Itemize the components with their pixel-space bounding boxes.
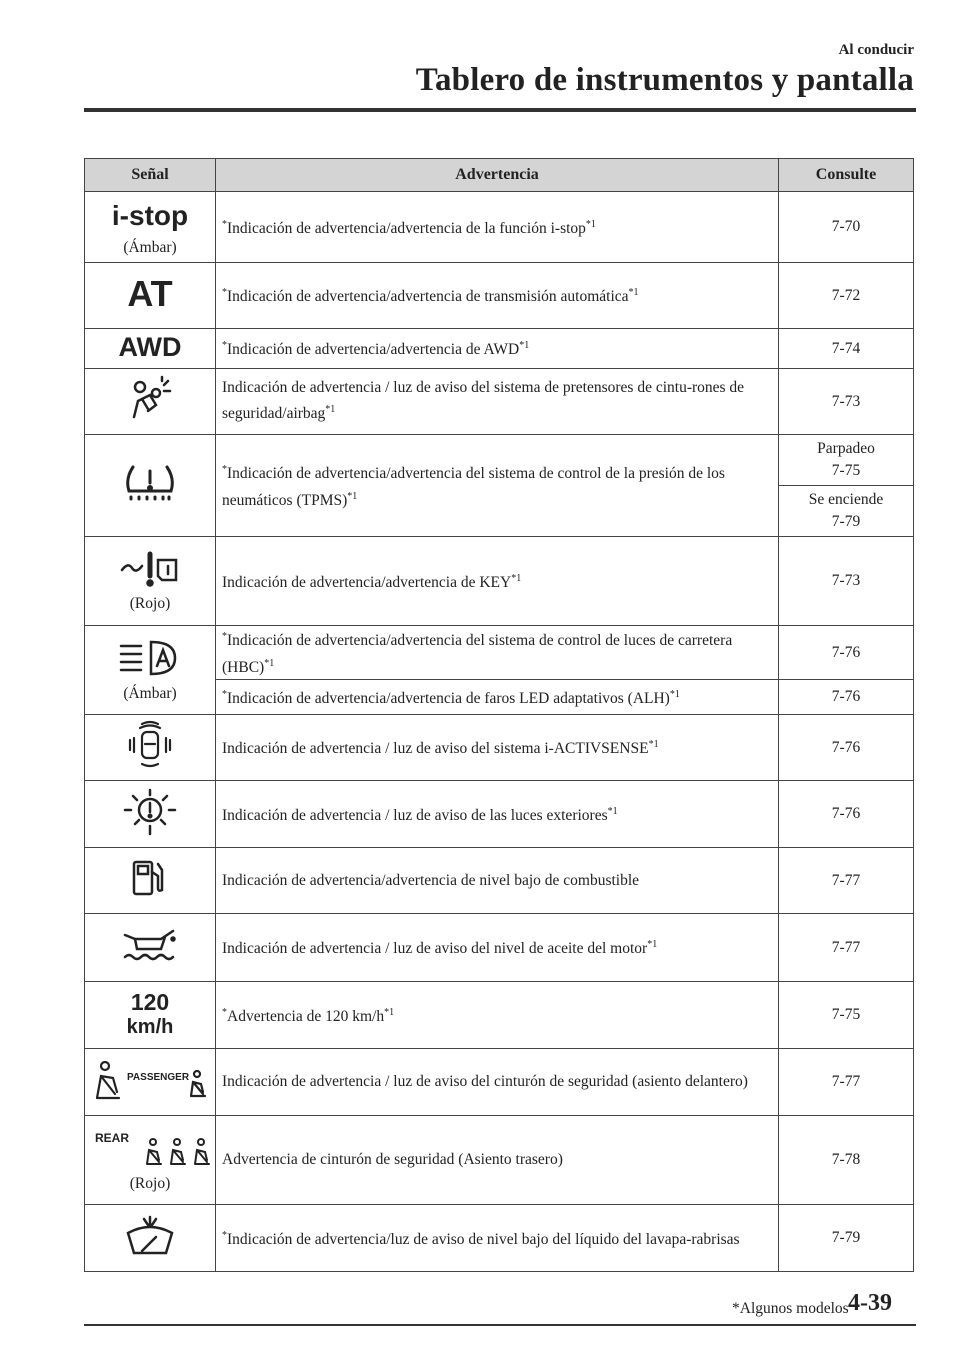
svg-text:AT: AT (127, 273, 173, 314)
svg-text:i-stop: i-stop (111, 199, 189, 231)
reference-cell: 7-76 (779, 680, 914, 715)
table-row (85, 848, 914, 914)
i-activsense-icon (126, 720, 174, 770)
section-title: Al conducir (838, 42, 914, 58)
washer-fluid-icon (122, 1215, 178, 1257)
signal-cell (85, 192, 216, 263)
table-row (85, 369, 914, 435)
reference-cell: 7-77 (779, 848, 914, 914)
signal-cell (85, 626, 216, 715)
footer-divider (84, 1324, 916, 1326)
exterior-light-icon (121, 788, 179, 836)
warning-cell: *Indicación de advertencia/advertencia de transmisión automática$^{*1}$ (216, 263, 779, 329)
warning-cell: Indicación de advertencia / luz de aviso del nivel de aceite del motor$^{*1}$ (216, 914, 779, 982)
table-row (85, 715, 914, 781)
signal-cell (85, 914, 216, 982)
header-divider (84, 108, 916, 112)
warning-cell: *Indicación de advertencia/advertencia de la función i-stop$^{*1}$ (216, 192, 779, 263)
signal-cell (85, 1049, 216, 1116)
reference-cell: 7-79 (779, 1205, 914, 1272)
reference-cell: 7-72 (779, 263, 914, 329)
column-header-signal: Señal (85, 159, 216, 192)
warning-cell: *Indicación de advertencia/luz de aviso de nivel bajo del líquido del lavapa-rabrisas (216, 1205, 779, 1272)
warning-cell: *Indicación de advertencia/advertencia del sistema de control de luces de carretera (HBC)$^{*1}$ (216, 626, 779, 680)
oil-icon (121, 925, 179, 965)
warning-cell: Advertencia de cinturón de seguridad (Asiento trasero) (216, 1116, 779, 1205)
reference-cell: 7-76 (779, 781, 914, 848)
table-row (85, 537, 914, 626)
reference-cell: 7-73 (779, 537, 914, 626)
fuel-icon (130, 858, 170, 898)
table-row (85, 1049, 914, 1116)
i-stop-icon (111, 198, 189, 232)
speed-120-icon (120, 988, 180, 1038)
table-row (85, 626, 914, 680)
table-row (85, 781, 914, 848)
reference-cell: 7-77 (779, 1049, 914, 1116)
svg-text:km/h: km/h (126, 1015, 174, 1038)
signal-cell (85, 982, 216, 1049)
signal-cell (85, 537, 216, 626)
reference-cell: 7-77 (779, 914, 914, 982)
warning-cell: *Advertencia de 120 $km/h^{*1}$ (216, 982, 779, 1049)
warning-cell: *Indicación de advertencia/advertencia de AWD$^{*1}$ (216, 329, 779, 369)
table-row (85, 263, 914, 329)
chapter-title: Tablero de instrumentos y pantalla (415, 62, 914, 98)
page-number: 4-39 (848, 1290, 892, 1316)
svg-text:REAR: REAR (95, 1130, 130, 1145)
warning-cell: *Indicación de advertencia/advertencia de faros LED adaptativos (ALH)$^{*1}$ (216, 680, 779, 715)
table-row (85, 192, 914, 263)
reference-cell: 7-75 (779, 982, 914, 1049)
airbag-icon (128, 379, 172, 419)
warning-cell: Indicación de advertencia/advertencia de KEY$^{*1}$ (216, 537, 779, 626)
svg-text:PASSENGER: PASSENGER (127, 1071, 190, 1083)
key-warning-icon (118, 550, 182, 588)
svg-text:AWD: AWD (118, 332, 182, 362)
reference-cell-on: Se enciende 7-79 (779, 486, 914, 537)
signal-cell (85, 781, 216, 848)
signal-cell (85, 1116, 216, 1205)
signal-cell (85, 263, 216, 329)
warning-cell: *Indicación de advertencia/advertencia del sistema de control de la presión de los neumáticos (TPMS)$^{*1}$ (216, 435, 779, 537)
column-header-reference: Consulte (779, 159, 914, 192)
signal-cell (85, 329, 216, 369)
column-header-warning: Advertencia (216, 159, 779, 192)
reference-cell: 7-76 (779, 715, 914, 781)
table-row (85, 982, 914, 1049)
reference-cell: 7-73 (779, 369, 914, 435)
signal-cell (85, 1205, 216, 1272)
warning-cell: Indicación de advertencia / luz de aviso del cinturón de seguridad (asiento delantero) (216, 1049, 779, 1116)
svg-text:120: 120 (130, 988, 170, 1015)
awd-icon (118, 332, 182, 360)
icon-caption: (Rojo) (129, 1174, 171, 1192)
hbc-icon (117, 638, 183, 678)
table-row (85, 1205, 914, 1272)
reference-cell-blink: Parpadeo 7-75 (779, 435, 914, 486)
warning-cell: Indicación de advertencia / luz de aviso de las luces exteriores$^{*1}$ (216, 781, 779, 848)
warning-cell: Indicación de advertencia/advertencia de nivel bajo de combustible (216, 848, 779, 914)
tpms-icon (123, 463, 177, 503)
signal-cell (85, 369, 216, 435)
reference-cell: 7-78 (779, 1116, 914, 1205)
reference-cell: 7-74 (779, 329, 914, 369)
reference-cell: 7-70 (779, 192, 914, 263)
at-icon (118, 273, 182, 314)
seatbelt-passenger-icon (91, 1058, 209, 1102)
warning-cell: Indicación de advertencia / luz de aviso del sistema de pretensores de cintu-rones de seguridad/airbag$^{*1}$ (216, 369, 779, 435)
signal-cell (85, 435, 216, 537)
icon-caption: (Rojo) (129, 594, 171, 612)
signal-cell (85, 848, 216, 914)
footnote: *Algunos modelos (732, 1300, 849, 1317)
signal-cell (85, 715, 216, 781)
warning-signals-table (84, 158, 914, 1272)
icon-caption: (Ámbar) (123, 238, 177, 256)
table-row (85, 1116, 914, 1205)
seatbelt-rear-icon (91, 1128, 209, 1168)
table-row (85, 914, 914, 982)
icon-caption: (Ámbar) (123, 684, 177, 702)
table-row (85, 329, 914, 369)
table-row (85, 435, 914, 486)
table-header-row (85, 159, 914, 192)
reference-cell: 7-76 (779, 626, 914, 680)
warning-cell: Indicación de advertencia / luz de aviso del sistema i-ACTIVSENSE$^{*1}$ (216, 715, 779, 781)
